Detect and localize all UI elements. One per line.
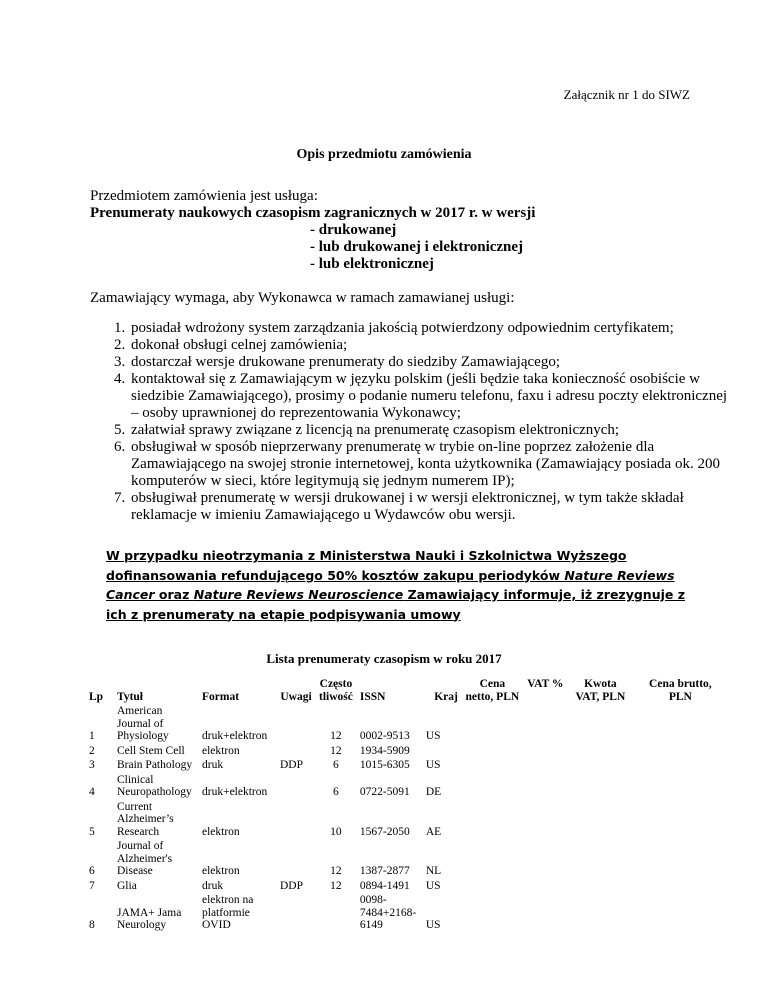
cell-vat <box>523 743 567 758</box>
page-title: Opis przedmiotu zamówienia <box>296 147 472 162</box>
col-lp: Lp <box>89 690 104 703</box>
notice-text: W przypadku nieotrzymania z Ministerstwa Nauki i Szkolnictwa Wyższego dofinansowania refundującego 50% kosztów zakupu periodyków <box>106 548 627 583</box>
cell-vat-amount <box>567 758 633 773</box>
list-item: 3. dostarczał wersje drukowane prenumeraty do siedziby Zamawiającego; <box>129 354 729 371</box>
cell-format: elektron <box>199 839 277 879</box>
cell-issn: 0894-1491 <box>356 878 422 893</box>
cell-net-price <box>461 743 523 758</box>
cell-format: druk <box>199 758 277 773</box>
cell-notes <box>277 772 316 799</box>
cell-net-price <box>461 704 523 744</box>
cell-vat-amount <box>567 743 633 758</box>
list-item: 2. dokonał obsługi celnej zamówienia; <box>129 337 729 354</box>
cell-country: DE <box>422 772 461 799</box>
col-format: Format <box>202 690 240 703</box>
cell-gross-price <box>633 704 727 744</box>
cell-lp: 4 <box>86 772 114 799</box>
intro-subject: Prenumeraty naukowych czasopism zagranicznych w 2017 r. w wersji <box>90 205 536 221</box>
intro-option: - drukowanej <box>310 222 397 238</box>
table-row <box>86 704 728 744</box>
cell-net-price <box>461 799 523 839</box>
cell-frequency: 12 <box>316 878 357 893</box>
intro-line: Przedmiotem zamówienia jest usługa: <box>90 188 318 204</box>
list-item: 4. kontaktował się z Zamawiającym w języku polskim (jeśli będzie taka konieczność osobiście w siedzibie Zamawiającego), prosimy o podanie numeru telefonu, faxu i adresu poczty elektronicznej – osoby uprawnionej do reprezentowania Wykonawcy; <box>129 371 729 422</box>
notice-journal: Nature Reviews Neuroscience <box>193 587 404 602</box>
cell-vat <box>523 893 567 933</box>
list-title: Lista prenumeraty czasopism w roku 2017 <box>266 651 502 666</box>
cell-country <box>422 743 461 758</box>
cell-notes: DDP <box>277 878 316 893</box>
funding-notice <box>106 546 696 624</box>
requirements-list <box>90 320 729 524</box>
cell-title: Brain Pathology <box>114 758 199 773</box>
notice-text: oraz <box>154 587 194 602</box>
col-country: Kraj <box>434 690 458 703</box>
cell-title: American Journal of Physiology <box>114 704 199 744</box>
cell-notes: DDP <box>277 758 316 773</box>
col-notes: Uwagi <box>280 690 312 703</box>
cell-net-price <box>461 772 523 799</box>
cell-country: AE <box>422 799 461 839</box>
table-row <box>86 743 728 758</box>
cell-vat-amount <box>567 893 633 933</box>
cell-format: druk <box>199 878 277 893</box>
cell-issn: 0098-7484+2168-6149 <box>356 893 422 933</box>
cell-issn: 0722-5091 <box>356 772 422 799</box>
cell-country: US <box>422 758 461 773</box>
cell-notes <box>277 743 316 758</box>
cell-issn: 1934-5909 <box>356 743 422 758</box>
cell-country: US <box>422 893 461 933</box>
cell-net-price <box>461 758 523 773</box>
cell-frequency <box>316 893 357 933</box>
cell-notes <box>277 839 316 879</box>
cell-vat <box>523 704 567 744</box>
intro-section <box>90 188 535 273</box>
table-row <box>86 758 728 773</box>
table-row <box>86 893 728 933</box>
cell-country: US <box>422 878 461 893</box>
cell-lp: 2 <box>86 743 114 758</box>
list-item: 5. załatwiał sprawy związane z licencją na prenumeratę czasopism elektronicznych; <box>129 422 729 439</box>
cell-vat-amount <box>567 878 633 893</box>
cell-title: Current Alzheimer’s Research <box>114 799 199 839</box>
col-frequency: Często tliwość <box>319 678 353 703</box>
cell-issn: 1567-2050 <box>356 799 422 839</box>
cell-frequency: 10 <box>316 799 357 839</box>
table-row <box>86 839 728 879</box>
cell-gross-price <box>633 799 727 839</box>
notice-text: Zamawiający informuje, iż zrezygnuje z ich z prenumeraty na etapie podpisywania umowy <box>106 587 685 622</box>
cell-format: druk+elektron <box>199 772 277 799</box>
cell-frequency: 6 <box>316 772 357 799</box>
cell-lp: 3 <box>86 758 114 773</box>
cell-lp: 7 <box>86 878 114 893</box>
cell-gross-price <box>633 839 727 879</box>
cell-country: US <box>422 704 461 744</box>
cell-country: NL <box>422 839 461 879</box>
annex-label: Załącznik nr 1 do SIWZ <box>563 87 690 102</box>
col-net-price: Cena netto, PLN <box>465 678 520 703</box>
cell-gross-price <box>633 772 727 799</box>
cell-format: elektron <box>199 743 277 758</box>
cell-gross-price <box>633 758 727 773</box>
cell-vat-amount <box>567 839 633 879</box>
cell-format: elektron <box>199 799 277 839</box>
cell-vat-amount <box>567 772 633 799</box>
table-row <box>86 878 728 893</box>
cell-vat <box>523 839 567 879</box>
cell-gross-price <box>633 878 727 893</box>
cell-title: Journal of Alzheimer's Disease <box>114 839 199 879</box>
cell-issn: 0002-9513 <box>356 704 422 744</box>
cell-vat <box>523 758 567 773</box>
cell-title: Clinical Neuropathology <box>114 772 199 799</box>
cell-notes <box>277 704 316 744</box>
cell-net-price <box>461 839 523 879</box>
cell-lp: 1 <box>86 704 114 744</box>
table-row <box>86 772 728 799</box>
cell-gross-price <box>633 893 727 933</box>
list-item: 6. obsługiwał w sposób nieprzerwany prenumeratę w trybie on-line poprzez założenie dla Zamawiającego na swojej stronie internetowej, konta użytkownika (Zamawiający posiada ok. 200 komputerów w sieci, które legitymują się jednym numerem IP); <box>129 439 729 490</box>
cell-gross-price <box>633 743 727 758</box>
table-header-row <box>86 677 728 704</box>
col-vat: VAT % <box>527 678 564 690</box>
cell-vat <box>523 772 567 799</box>
cell-vat-amount <box>567 799 633 839</box>
cell-notes <box>277 893 316 933</box>
requirements-intro: Zamawiający wymaga, aby Wykonawca w ramach zamawianej usługi: <box>90 290 515 306</box>
cell-issn: 1387-2877 <box>356 839 422 879</box>
notice-journal: Nature Reviews Cancer <box>106 567 675 602</box>
cell-title: JAMA+ Jama Neurology <box>114 893 199 933</box>
cell-vat-amount <box>567 704 633 744</box>
cell-title: Glia <box>114 878 199 893</box>
col-gross-price: Cena brutto, PLN <box>649 678 712 703</box>
cell-vat <box>523 799 567 839</box>
cell-issn: 1015-6305 <box>356 758 422 773</box>
cell-vat <box>523 878 567 893</box>
intro-option: - lub elektronicznej <box>310 256 434 272</box>
cell-frequency: 6 <box>316 758 357 773</box>
cell-lp: 6 <box>86 839 114 879</box>
cell-lp: 8 <box>86 893 114 933</box>
cell-format: elektron na platformie OVID <box>199 893 277 933</box>
table-row <box>86 799 728 839</box>
cell-frequency: 12 <box>316 839 357 879</box>
col-vat-amount: Kwota VAT, PLN <box>575 678 626 703</box>
intro-option: - lub drukowanej i elektronicznej <box>310 239 524 255</box>
cell-lp: 5 <box>86 799 114 839</box>
cell-net-price <box>461 878 523 893</box>
cell-frequency: 12 <box>316 704 357 744</box>
cell-notes <box>277 799 316 839</box>
cell-frequency: 12 <box>316 743 357 758</box>
col-title: Tytuł <box>117 690 143 703</box>
list-item: 1. posiadał wdrożony system zarządzania jakością potwierdzony odpowiednim certyfikatem; <box>129 320 729 337</box>
subscription-table <box>85 676 728 933</box>
col-issn: ISSN <box>359 690 386 703</box>
list-item: 7. obsługiwał prenumeratę w wersji drukowanej i w wersji elektronicznej, w tym także składał reklamacje w imieniu Zamawiającego u Wydawców obu wersji. <box>129 490 729 524</box>
cell-net-price <box>461 893 523 933</box>
cell-format: druk+elektron <box>199 704 277 744</box>
cell-title: Cell Stem Cell <box>114 743 199 758</box>
